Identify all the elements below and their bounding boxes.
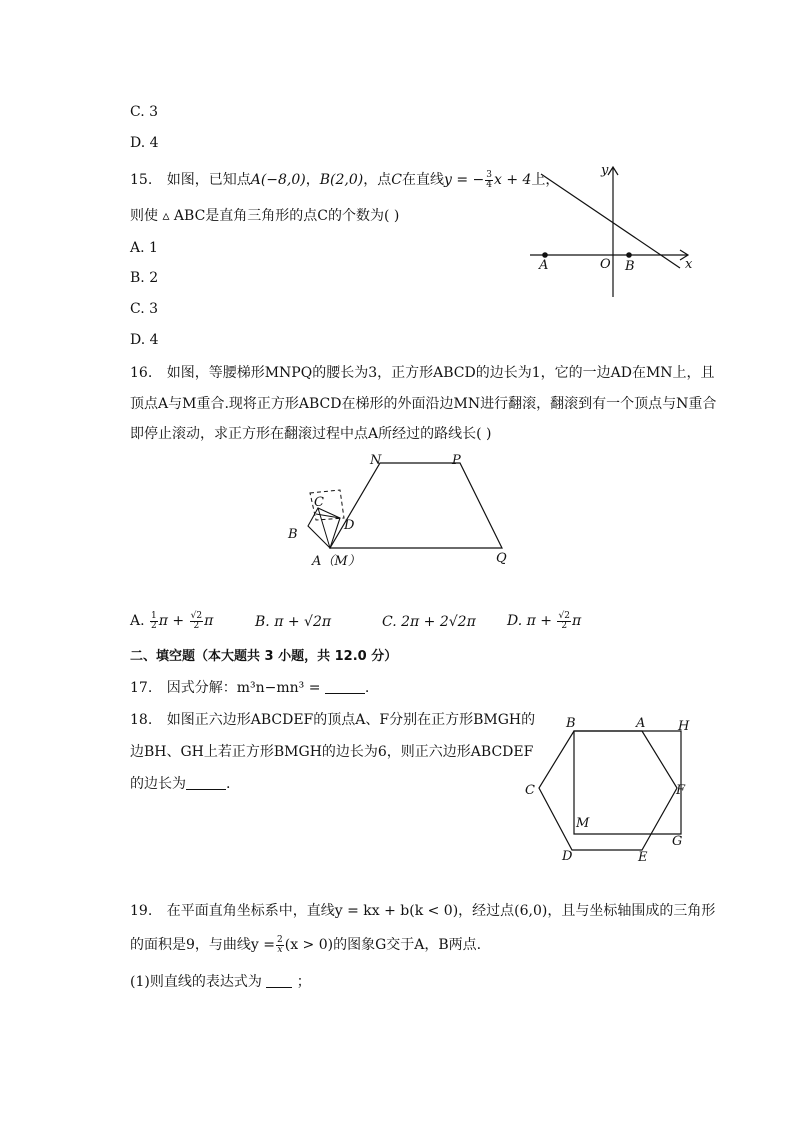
q19-stem-line1 (130, 901, 715, 921)
q17-end: . (364, 680, 370, 696)
q14-option-d: D. 4 (130, 135, 159, 151)
q19-sub1-end: ； (296, 974, 311, 990)
q16-option-b: B. π + √2π (255, 614, 332, 630)
q14-option-c: C. 3 (130, 104, 159, 120)
q18-end: . (226, 776, 231, 792)
q15-text-c: 在直线 (401, 172, 444, 188)
q17-answer-blank[interactable] (325, 679, 365, 694)
q18-number: 18. (130, 712, 153, 728)
q15-label-a: A (539, 258, 549, 273)
q18-label-m: M (576, 816, 590, 831)
q19-stem-line2 (130, 935, 481, 955)
q18-label-a: A (636, 716, 646, 731)
q16-label-am: A（M） (312, 554, 361, 569)
q15-point-b: B(2,0) (319, 172, 364, 188)
q18-label-d: D (562, 849, 573, 864)
q17-stem (130, 678, 369, 698)
q16-label-q: Q (496, 551, 507, 566)
q18-stem-line1 (130, 710, 535, 730)
q19-sub1 (130, 972, 311, 992)
q16-option-a-mid: π + (158, 613, 185, 629)
q19-text-1: 在平面直角坐标系中，直线y = kx + b(k < 0)，经过点(6,0)，且与坐标轴围成的三角形 (166, 903, 716, 919)
q18-label-c: C (525, 783, 535, 798)
q16-trapezoid-figure (280, 448, 520, 573)
q15-number: 15. (130, 172, 153, 188)
q16-option-d-frac: $\frac{√2}{2}$ (558, 610, 570, 631)
q16-label-n: N (370, 453, 382, 468)
q19-text-2b: (x > 0)的图象G交于A，B两点. (284, 937, 482, 953)
q15-eq-rhs: x + 4 (493, 172, 532, 188)
q18-answer-blank[interactable] (186, 775, 226, 790)
q16-label-b: B (288, 527, 298, 542)
q19-text-2a: 的面积是9，与曲线y = (130, 937, 275, 953)
q18-label-g: G (672, 834, 683, 849)
q15-option-d: D. 4 (130, 332, 159, 348)
q15-point-c: C (391, 172, 402, 188)
q16-label-d: D (344, 518, 355, 533)
q16-option-a-frac2: $\frac{√2}{2}$ (190, 610, 203, 631)
q15-option-a: A. 1 (130, 240, 158, 256)
q15-label-b: B (625, 259, 635, 274)
q15-stem-line2: 则使 ▵ ABC是直角三角形的点C的个数为( ) (130, 208, 400, 224)
q16-stem-line2: 顶点A与M重合.现将正方形ABCD在梯形的外面沿边MN进行翻滚，翻滚到有一个顶点与N重合 (130, 396, 717, 412)
q16-number: 16. (130, 365, 153, 381)
q16-option-a-frac1: $\frac{1}{2}$ (151, 610, 157, 631)
q18-hexagon-figure (520, 710, 700, 870)
q15-eq-fraction: $\frac{3}{4}$ (486, 169, 492, 190)
q15-label-x: x (685, 257, 693, 272)
q16-label-p: P (452, 453, 461, 468)
q19-fraction: $\frac{2}{x}$ (277, 934, 283, 955)
q19-number: 19. (130, 903, 153, 919)
q15-label-o: O (600, 257, 611, 272)
q16-option-c: C. 2π + 2√2π (382, 614, 476, 630)
q15-text-a: 如图，已知点 (166, 172, 251, 188)
q16-stem-line3: 即停止滚动，求正方形在翻滚过程中点A所经过的路线长( ) (130, 426, 492, 442)
q16-stem-line1 (130, 363, 715, 383)
q16-label-c: C (314, 495, 324, 510)
q18-text-1: 如图正六边形ABCDEF的顶点A、F分别在正方形BMGH的 (166, 712, 536, 728)
q16-option-d (507, 611, 581, 631)
q16-text-1: 如图，等腰梯形MNPQ的腰长为3，正方形ABCD的边长为1，它的一边AD在MN上，且 (166, 365, 715, 381)
q16-option-a-label: A. (130, 613, 145, 629)
q18-stem-line3 (130, 774, 230, 794)
q19-sub1-blank[interactable] (266, 973, 292, 988)
q19-sub1-text: (1)则直线的表达式为 (130, 974, 262, 990)
q18-label-h: H (678, 719, 690, 734)
q17-text: 因式分解：m³n−mn³ = (166, 680, 321, 696)
q18-stem-line2: 边BH、GH上若正方形BMGH的边长为6，则正六边形ABCDEF (130, 744, 534, 760)
q16-option-d-label: D. π + (507, 613, 553, 629)
q15-text-b: ，点 (363, 172, 392, 188)
q18-label-e: E (638, 850, 648, 865)
q18-label-f: F (676, 783, 686, 798)
q15-label-y: y (601, 163, 609, 178)
q18-text-3: 的边长为 (130, 776, 186, 792)
q18-label-b: B (566, 716, 576, 731)
q16-option-d-end: π (571, 613, 582, 629)
q17-number: 17. (130, 680, 153, 696)
q15-coordinate-figure (525, 160, 700, 305)
q15-stem-line1 (130, 170, 559, 190)
q15-text-d: 上， (531, 172, 560, 188)
q15-point-a: A(−8,0) (250, 172, 306, 188)
q16-option-a-end: π (204, 613, 214, 629)
q15-eq-lhs: y = − (443, 172, 485, 188)
q15-sep: ， (305, 172, 320, 188)
section-heading-fill-in: 二、填空题（本大题共 3 小题，共 12.0 分） (130, 649, 398, 664)
q15-option-b: B. 2 (130, 270, 159, 286)
q16-option-a (130, 611, 213, 631)
q15-option-c: C. 3 (130, 301, 159, 317)
